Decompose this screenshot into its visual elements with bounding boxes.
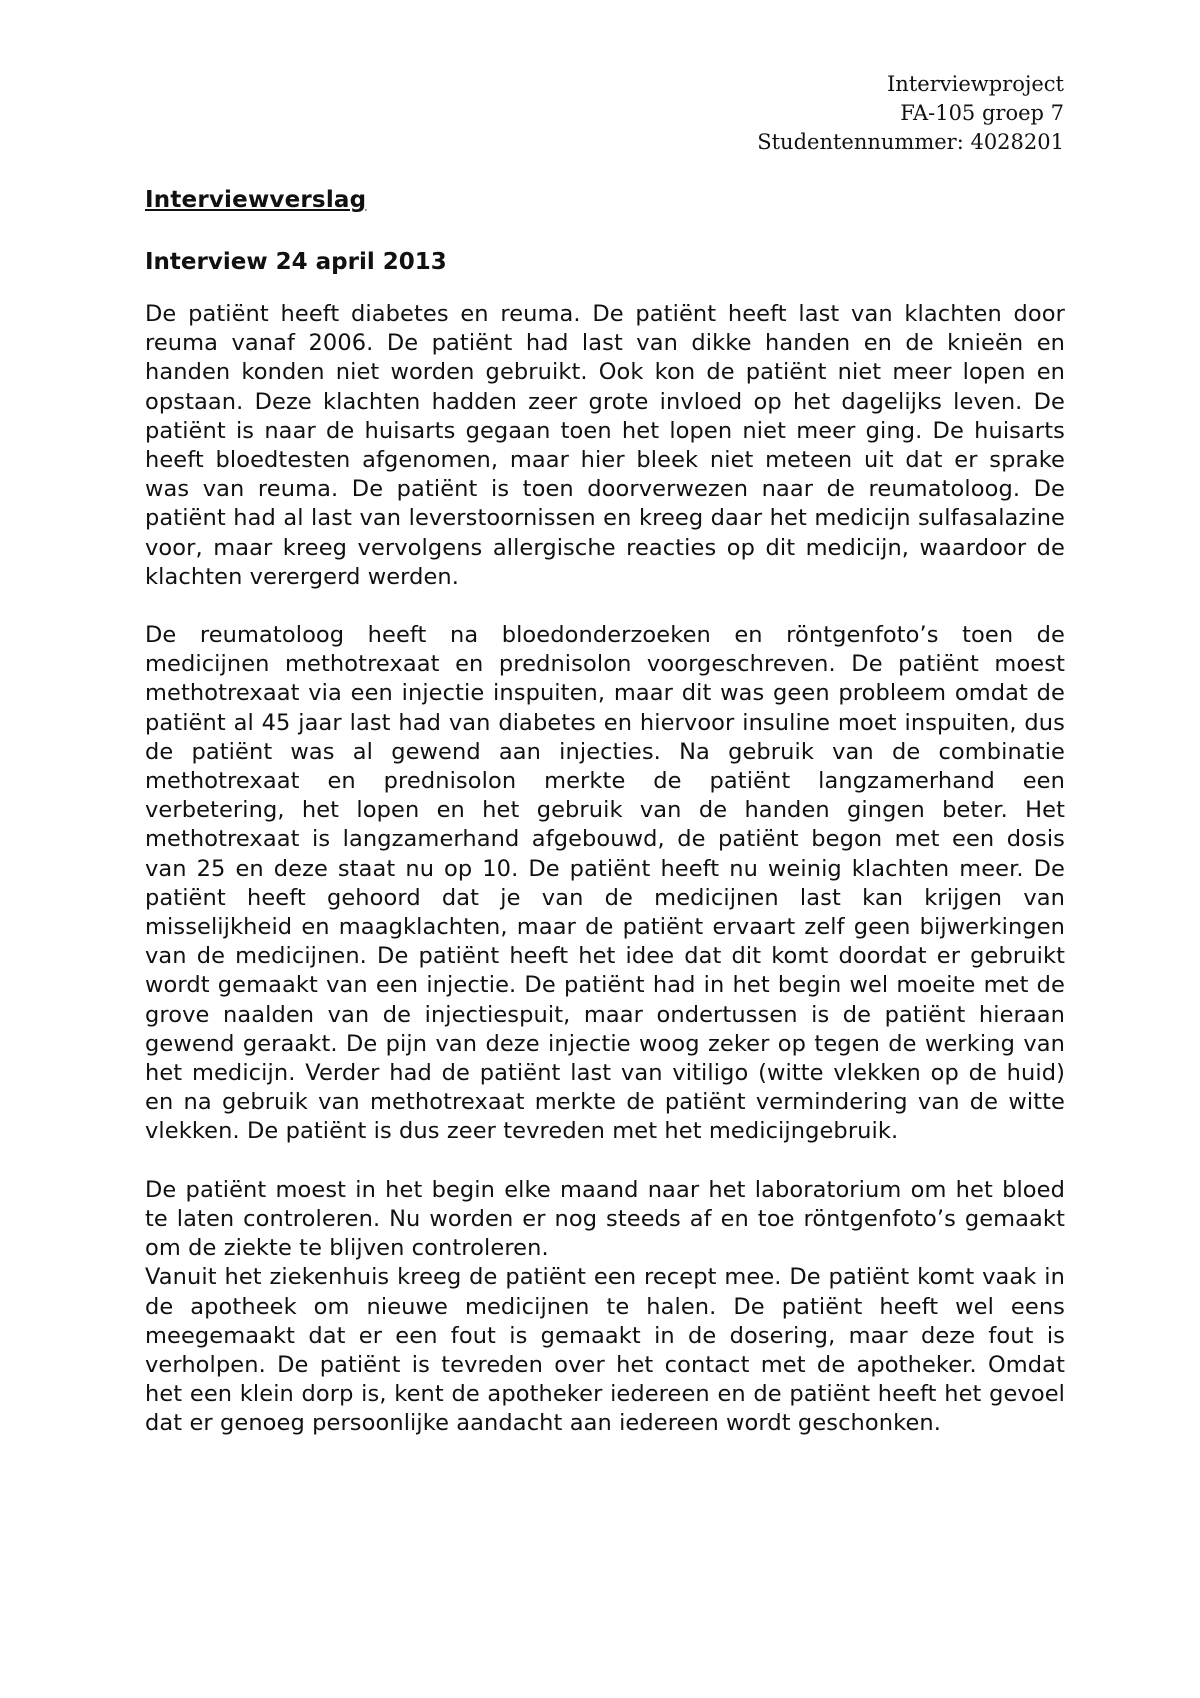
header-project: Interviewproject (887, 72, 1064, 96)
header-group: FA-105 groep 7 (900, 101, 1064, 125)
header-student-number: Studentennummer: 4028201 (757, 130, 1064, 154)
page-header (757, 70, 1064, 157)
interview-date-heading: Interview 24 april 2013 (145, 249, 447, 275)
paragraph: De patiënt moest in het begin elke maand naar het laboratorium om het bloed te laten controleren. Nu worden er nog steeds af en toe röntgenfoto’s gemaakt om de ziekte te blijven controleren. (145, 1176, 1065, 1262)
document-title: Interviewverslag (145, 187, 367, 213)
paragraph: Vanuit het ziekenhuis kreeg de patiënt een recept mee. De patiënt komt vaak in de apotheek om nieuwe medicijnen te halen. De patiënt heeft wel eens meegemaakt dat er een fout is gemaakt in de dosering, maar deze fout is verholpen. De patiënt is tevreden over het contact met de apotheker. Omdat het een klein dorp is, kent de apotheker iedereen en de patiënt heeft het gevoel dat er genoeg persoonlijke aandacht aan iedereen wordt geschonken. (145, 1264, 1065, 1437)
document-body (145, 186, 1065, 1439)
paragraph: De patiënt heeft diabetes en reuma. De patiënt heeft last van klachten door reuma vanaf 2006. De patiënt had last van dikke handen en de knieën en handen konden niet worden gebruikt. Ook kon de patiënt niet meer lopen en opstaan. Deze klachten hadden zeer grote invloed op het dagelijks leven. De patiënt is naar de huisarts gegaan toen het lopen niet meer ging. De huisarts heeft bloedtesten afgenomen, maar hier bleek niet meteen uit dat er sprake was van reuma. De patiënt is toen doorverwezen naar de reumatoloog. De patiënt had al last van leverstoornissen en kreeg daar het medicijn sulfasalazine voor, maar kreeg vervolgens allergische reacties op dit medicijn, waardoor de klachten verergerd werden. (145, 301, 1065, 590)
paragraph: De reumatoloog heeft na bloedonderzoeken en röntgenfoto’s toen de medicijnen methotrexaat en prednisolon voorgeschreven. De patiënt moest methotrexaat via een injectie inspuiten, maar dit was geen probleem omdat de patiënt al 45 jaar last had van diabetes en hiervoor insuline moet inspuiten, dus de patiënt was al gewend aan injecties. Na gebruik van de combinatie methotrexaat en prednisolon merkte de patiënt langzamerhand een verbetering, het lopen en het gebruik van de handen gingen beter. Het methotrexaat is langzamerhand afgebouwd, de patiënt begon met een dosis van 25 en deze staat nu op 10. De patiënt heeft nu weinig klachten meer. De patiënt heeft gehoord dat je van de medicijnen last kan krijgen van misselijkheid en maagklachten, maar de patiënt ervaart zelf geen bijwerkingen van de medicijnen. De patiënt heeft het idee dat dit komt doordat er gebruikt wordt gemaakt van een injectie. De patiënt had in het begin wel moeite met de grove naalden van de injectiespuit, maar ondertussen is de patiënt hieraan gewend geraakt. De pijn van deze injectie woog zeker op tegen de werking van het medicijn. Verder had de patiënt last van vitiligo (witte vlekken op de huid) en na gebruik van methotrexaat merkte de patiënt vermindering van de witte vlekken. De patiënt is dus zeer tevreden met het medicijngebruik. (145, 622, 1065, 1145)
